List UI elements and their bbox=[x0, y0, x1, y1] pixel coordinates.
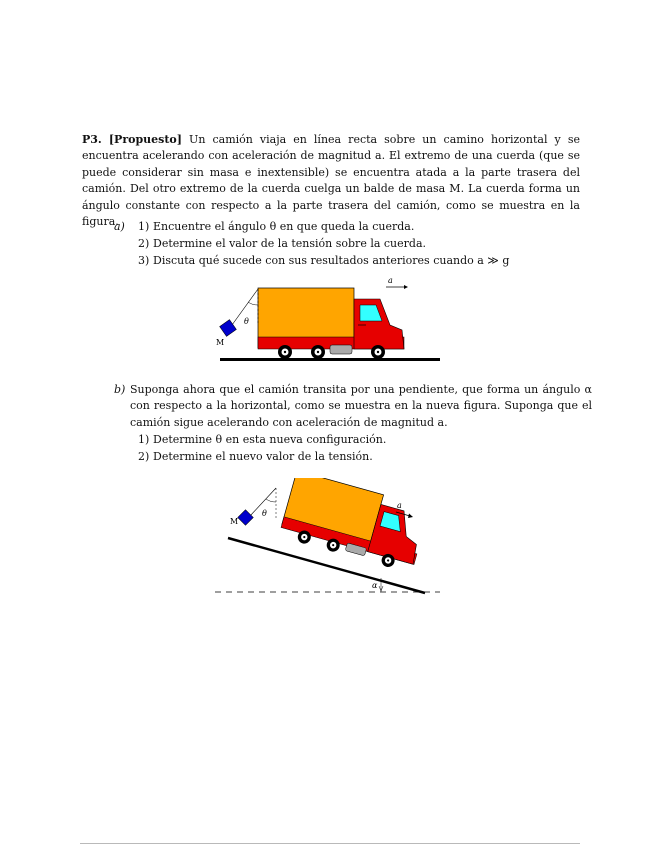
item-number: 3) bbox=[138, 253, 150, 267]
part-a-item bbox=[114, 253, 584, 270]
item-number: 1) bbox=[138, 433, 150, 446]
accel-label: a bbox=[388, 276, 393, 285]
part-a-label: a) bbox=[114, 220, 125, 233]
part-b-item bbox=[114, 449, 584, 466]
page-footer-rule bbox=[80, 843, 580, 844]
figure-truck-horizontal bbox=[210, 275, 450, 370]
fuel-tank bbox=[330, 345, 352, 354]
accel-label: a bbox=[397, 501, 402, 510]
item-number: 1) bbox=[138, 220, 150, 233]
problem-number: P3. bbox=[82, 133, 102, 146]
part-a-item bbox=[114, 236, 584, 253]
item-number: 2) bbox=[138, 450, 150, 463]
part-a bbox=[114, 219, 584, 269]
wheel bbox=[278, 345, 292, 359]
item-text: Encuentre el ángulo θ en que queda la cuerda. bbox=[153, 220, 415, 233]
problem-statement bbox=[82, 132, 580, 230]
figure-truck-slope bbox=[210, 478, 445, 603]
item-number: 2) bbox=[138, 236, 150, 250]
alpha-label: α bbox=[372, 581, 378, 590]
theta-label: θ bbox=[244, 317, 249, 326]
problem-text: Un camión viaja en línea recta sobre un camino horizontal y se encuentra acelerando con aceleración de magnitud a. El extremo de una cuerda (que se puede considerar sin masa e inextensible) se encuentra atada a la parte trasera del camión. Del otro extremo de la cuerda cuelga un balde de masa M. La cuerda forma un ángulo constante con respecto a la parte trasera del camión, como se muestra en la figura. bbox=[82, 133, 580, 229]
angle-arc bbox=[266, 499, 276, 502]
part-b-text: Suponga ahora que el camión transita por una pendiente, que forma un ángulo α con respecto a la horizontal, como se muestra en la nueva figura. Suponga que el camión sigue acelerando con aceleración de magnitud a. bbox=[130, 383, 592, 429]
item-text: Determine θ en esta nueva configuración. bbox=[153, 433, 387, 446]
wheel bbox=[371, 345, 385, 359]
item-text: Determine el nuevo valor de la tensión. bbox=[153, 450, 373, 463]
mass-label: M bbox=[216, 338, 225, 347]
item-text: Determine el valor de la tensión sobre la cuerda. bbox=[153, 236, 427, 250]
bucket bbox=[238, 510, 254, 526]
part-b-label: b) bbox=[114, 383, 126, 396]
part-a-item bbox=[114, 219, 584, 236]
wheel bbox=[311, 345, 325, 359]
item-text: Discuta qué sucede con sus resultados anteriores cuando a ≫ g bbox=[153, 253, 510, 267]
road bbox=[220, 358, 440, 361]
theta-label: θ bbox=[262, 509, 267, 518]
problem-tag: [Propuesto] bbox=[108, 133, 182, 146]
part-b-item bbox=[114, 432, 584, 449]
angle-arc bbox=[248, 302, 258, 305]
mass-label: M bbox=[230, 517, 239, 526]
